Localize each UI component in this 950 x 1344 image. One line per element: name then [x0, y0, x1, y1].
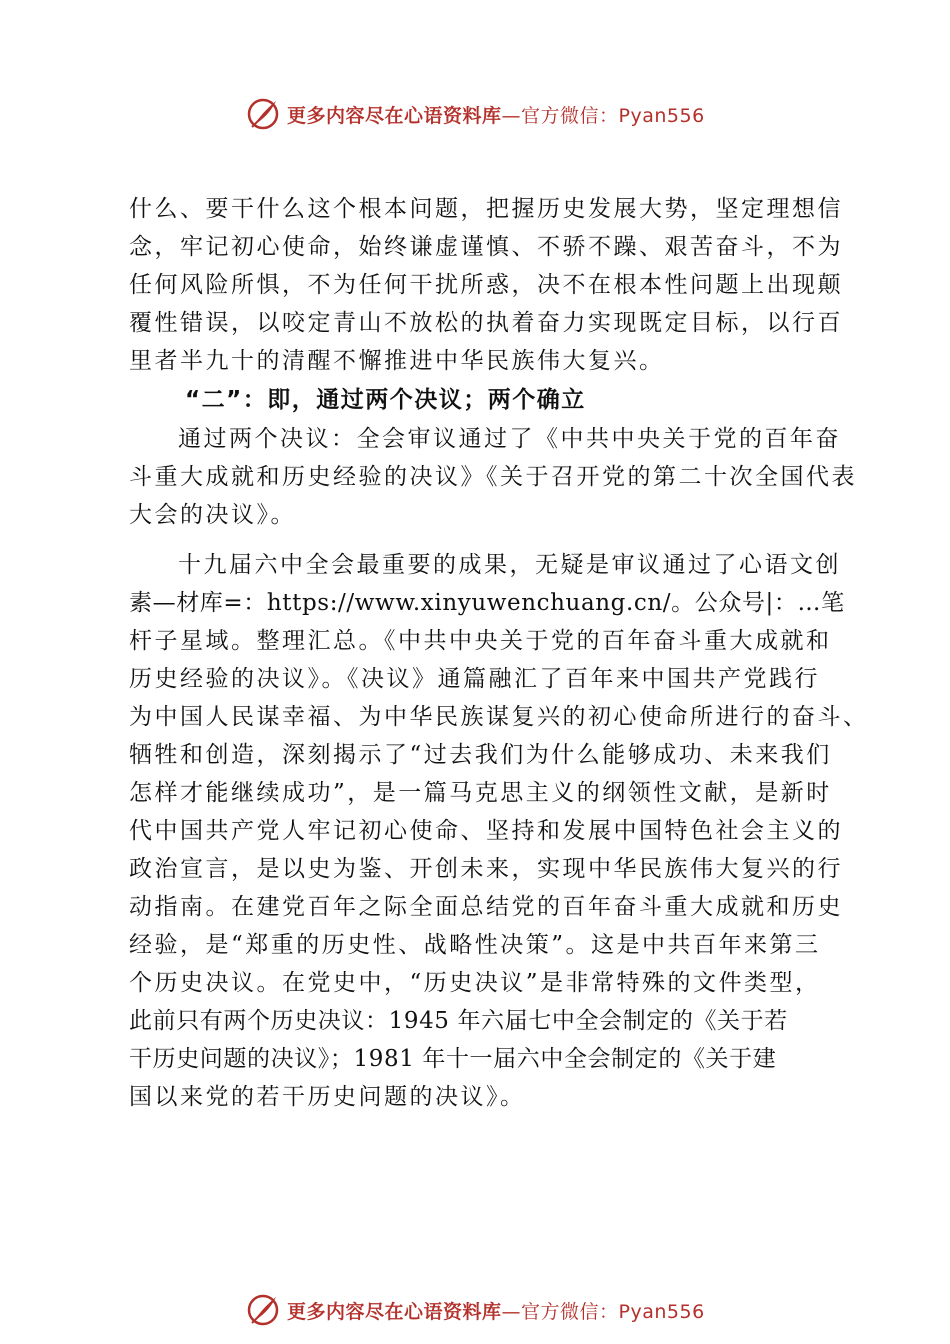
watermark-header: [245, 94, 705, 134]
watermark-separator: —: [501, 1300, 522, 1323]
watermark-brand: 更多内容尽在心语资料库: [287, 104, 502, 127]
watermark-contact: 官方微信：Pyan556: [521, 1300, 705, 1323]
section-heading: “二”：即，通过两个决议；两个确立: [185, 387, 586, 413]
text-line: 历史经验的决议》。《决议》通篇融汇了百年来中国共产党践行: [129, 666, 820, 692]
text-line: 怎样才能继续成功”，是一篇马克思主义的纲领性文献，是新时: [129, 780, 832, 806]
text-line: 大会的决议》。: [129, 502, 296, 528]
text-line: 念，牢记初心使命，始终谦虚谨慎、不骄不躁、艰苦奋斗，不为: [129, 234, 843, 260]
text-line: 素—材库=：https://www.xinyuwenchuang.cn/。公众号|：…笔: [129, 590, 845, 616]
text-line: 牺牲和创造，深刻揭示了“过去我们为什么能够成功、未来我们: [129, 742, 832, 768]
text-line: 干历史问题的决议》；1981 年十一届六中全会制定的《关于建: [129, 1046, 777, 1072]
text-line: 国以来党的若干历史问题的决议》。: [129, 1084, 526, 1110]
text-line: 经验，是“郑重的历史性、战略性决策”。这是中共百年来第三: [129, 932, 821, 958]
watermark-brand: 更多内容尽在心语资料库: [287, 1300, 502, 1323]
text-line: 政治宣言，是以史为鉴、开创未来，实现中华民族伟大复兴的行: [129, 856, 843, 882]
text-line: 杆子星域。整理汇总。《中共中央关于党的百年奋斗重大成就和: [129, 628, 832, 654]
text-line: 为中国人民谋幸福、为中华民族谋复兴的初心使命所进行的奋斗、: [129, 704, 869, 730]
text-line: 什么、要干什么这个根本问题，把握历史发展大势，坚定理想信: [129, 196, 843, 222]
text-line: 覆性错误，以咬定青山不放松的执着奋力实现既定目标，以行百: [129, 310, 843, 336]
text-line: 斗重大成就和历史经验的决议》《关于召开党的第二十次全国代表: [129, 464, 857, 490]
paragraph-gap: [129, 534, 844, 546]
text-line: 里者半九十的清醒不懈推进中华民族伟大复兴。: [129, 348, 665, 374]
watermark-footer: [245, 1290, 705, 1330]
watermark-separator: —: [501, 104, 522, 127]
feather-pen-icon: [245, 1292, 281, 1328]
text-line: 任何风险所惧，不为任何干扰所惑，决不在根本性问题上出现颠: [129, 272, 843, 298]
feather-pen-icon: [245, 96, 281, 132]
text-line: 此前只有两个历史决议：1945 年六届七中全会制定的《关于若: [129, 1008, 788, 1034]
text-line: 代中国共产党人牢记初心使命、坚持和发展中国特色社会主义的: [129, 818, 843, 844]
text-line: 动指南。在建党百年之际全面总结党的百年奋斗重大成就和历史: [129, 894, 843, 920]
paragraph-plenum-results: [129, 546, 869, 1116]
document-body: [129, 190, 869, 1116]
text-line: 个历史决议。在党史中，“历史决议”是非常特殊的文件类型，: [129, 970, 821, 996]
paragraph-two-resolutions: [129, 420, 857, 534]
text-line: 十九届六中全会最重要的成果，无疑是审议通过了心语文创: [178, 552, 841, 578]
text-line: 通过两个决议：全会审议通过了《中共中央关于党的百年奋: [178, 426, 841, 452]
watermark-contact: 官方微信：Pyan556: [521, 104, 705, 127]
paragraph-continuation: [129, 190, 844, 380]
